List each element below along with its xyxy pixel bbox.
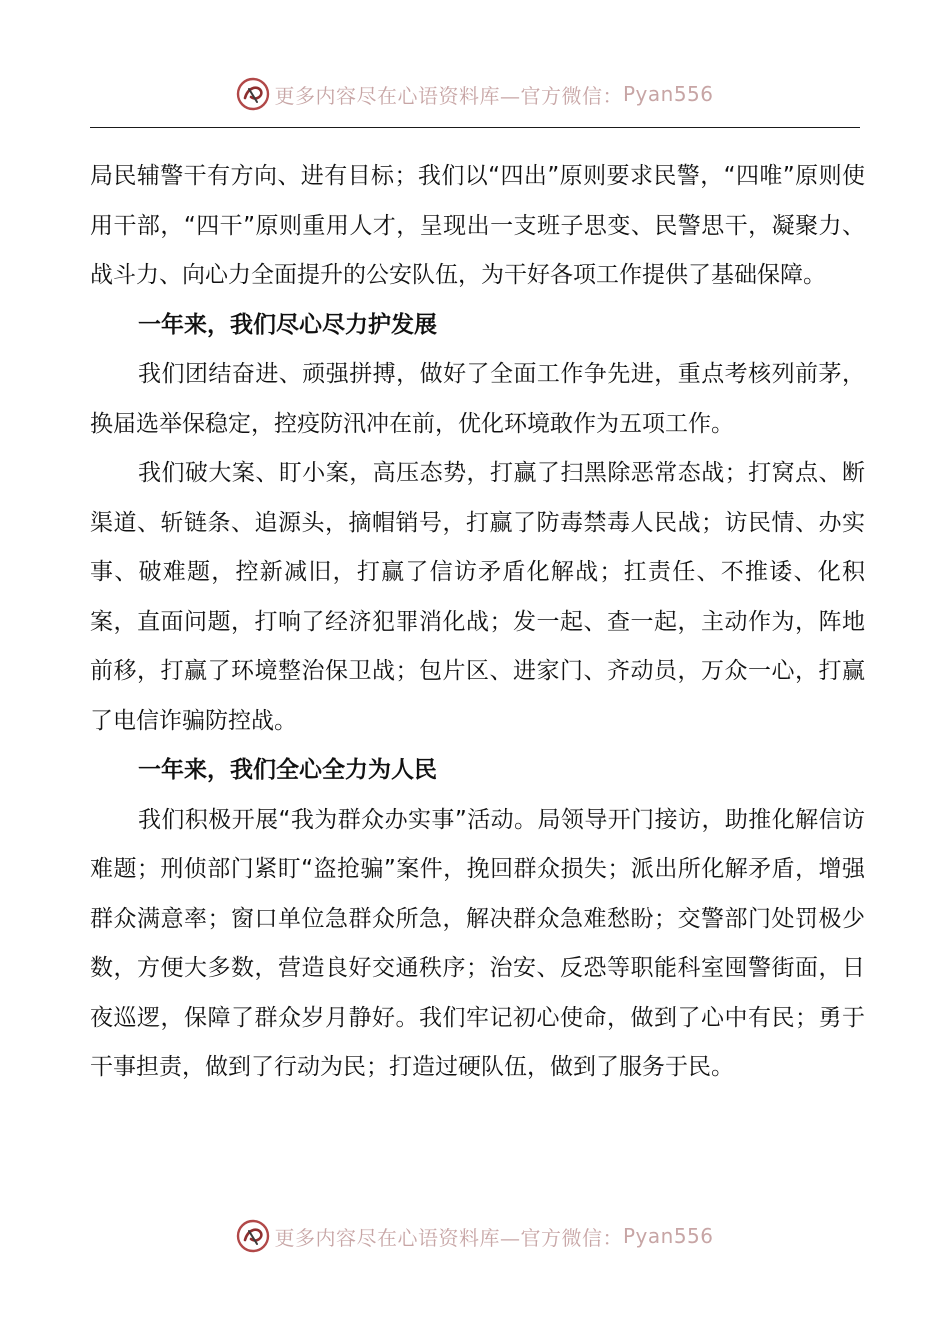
watermark-wechat-id: Pyan556: [622, 82, 714, 106]
section-heading: 一年来，我们尽心尽力护发展: [138, 311, 437, 338]
swirl-logo-icon: [236, 77, 270, 111]
footer-watermark: [0, 1216, 950, 1256]
watermark-text: 更多内容尽在心语资料库—官方微信：: [274, 83, 623, 108]
watermark-text: 更多内容尽在心语资料库—官方微信：: [274, 1225, 623, 1250]
body-paragraph: 我们积极开展“我为群众办实事”活动。局领导开门接访，助推化解信访难题；刑侦部门紧盯“盗抢骗”案件，挽回群众损失；派出所化解矛盾，增强群众满意率；窗口单位急群众所急，解决群众急难愁盼；交警部门处罚极少数，方便大多数，营造良好交通秩序；治安、反恐等职能科室囤警街面，日夜巡逻，保障了群众岁月静好。我们牢记初心使命，做到了心中有民；勇于干事担责，做到了行动为民；打造过硬队伍，做到了服务于民。: [90, 806, 865, 1080]
body-paragraph: 我们破大案、盯小案，高压态势，打赢了扫黑除恶常态战；打窝点、断渠道、斩链条、追源头，摘帽销号，打赢了防毒禁毒人民战；访民情、办实事、破难题，控新减旧，打赢了信访矛盾化解战；扛责任、不推诿、化积案，直面问题，打响了经济犯罪消化战；发一起、查一起，主动作为，阵地前移，打赢了环境整治保卫战；包片区、进家门、齐动员，万众一心，打赢了电信诈骗防控战。: [90, 460, 865, 734]
header-watermark: [0, 74, 950, 114]
section-heading: 一年来，我们全心全力为人民: [138, 757, 437, 783]
body-paragraph: 我们团结奋进、顽强拼搏，做好了全面工作争先进，重点考核列前茅，换届选举保稳定，控疫防汛冲在前，优化环境敢作为五项工作。: [90, 361, 865, 437]
body-paragraph: 局民辅警干有方向、进有目标；我们以“四出”原则要求民警，“四唯”原则使用干部，“四干”原则重用人才，呈现出一支班子思变、民警思干，凝聚力、战斗力、向心力全面提升的公安队伍，为干好各项工作提供了基础保障。: [90, 163, 865, 288]
document-body: [90, 152, 865, 1093]
swirl-logo-icon: [236, 1219, 270, 1253]
header-rule: [90, 127, 860, 128]
watermark-wechat-id: Pyan556: [622, 1224, 714, 1248]
